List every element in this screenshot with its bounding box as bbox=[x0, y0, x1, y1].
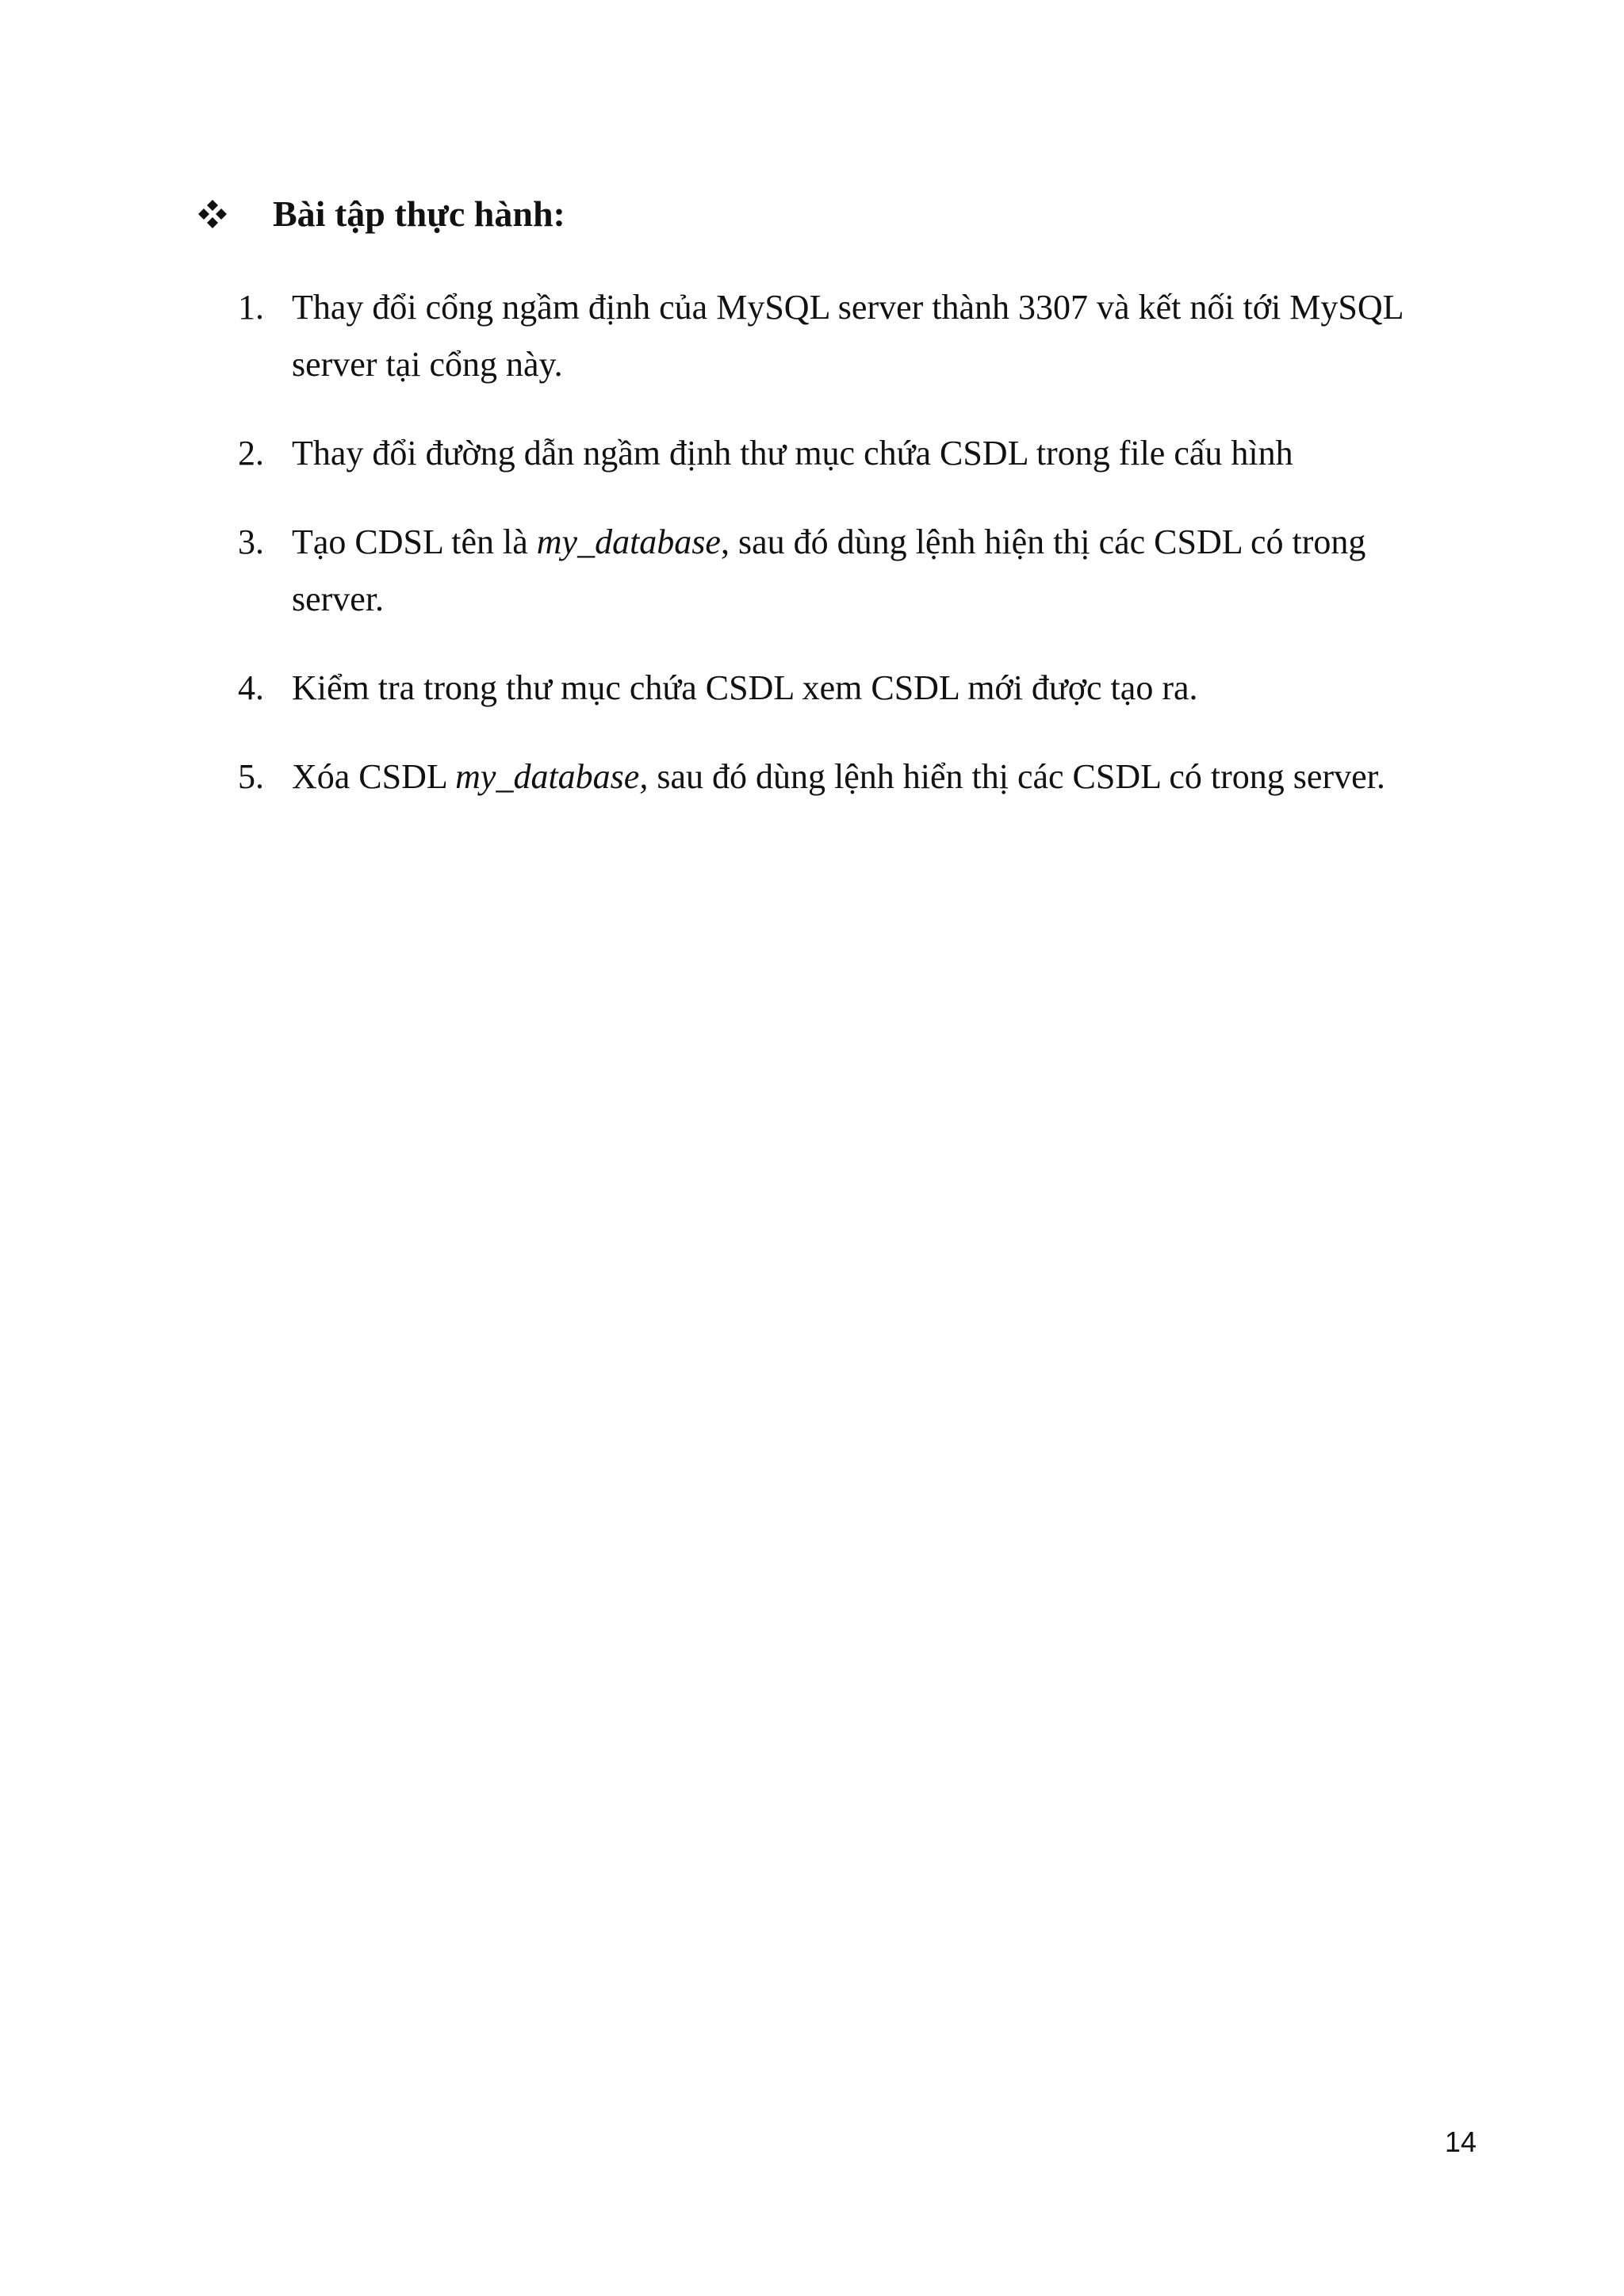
exercise-number: 4. bbox=[238, 668, 264, 707]
exercise-number: 5. bbox=[238, 757, 264, 796]
exercise-text-part: sau đó dùng lệnh hiển thị các CSDL có trong server. bbox=[648, 757, 1385, 796]
exercise-number: 3. bbox=[238, 522, 264, 561]
database-name-italic: my_database bbox=[536, 522, 721, 561]
exercise-item-4 bbox=[238, 660, 1459, 717]
exercise-number: 2. bbox=[238, 434, 264, 473]
exercise-text-part: , sau đó dùng lệnh hiện thị các CSDL có trong server. bbox=[292, 522, 1366, 618]
database-name-italic: my_database, bbox=[455, 757, 649, 796]
exercise-text-part: Kiểm tra trong thư mục chứa CSDL xem CSDL mới được tạo ra. bbox=[292, 668, 1198, 707]
four-diamond-bullet-icon bbox=[197, 198, 228, 230]
exercise-text-part: Tạo CDSL tên là bbox=[292, 522, 537, 561]
exercise-text bbox=[292, 514, 1459, 628]
exercise-item-5 bbox=[238, 748, 1459, 806]
exercise-text bbox=[292, 425, 1459, 482]
exercise-number: 1. bbox=[238, 288, 264, 327]
exercise-list bbox=[238, 279, 1459, 837]
exercise-text bbox=[292, 748, 1459, 806]
exercise-item-2 bbox=[238, 425, 1459, 482]
exercise-text-part: Xóa CSDL bbox=[292, 757, 456, 796]
section-heading-text: Bài tập thực hành: bbox=[273, 193, 565, 234]
exercise-item-3 bbox=[238, 514, 1459, 628]
exercise-text-part: Thay đổi cổng ngầm định của MySQL server thành 3307 và kết nối tới MySQL server tại cổng này. bbox=[292, 288, 1403, 384]
exercise-item-1 bbox=[238, 279, 1459, 393]
exercise-text bbox=[292, 660, 1459, 717]
exercise-text bbox=[292, 279, 1459, 393]
page-number: 14 bbox=[1444, 2126, 1477, 2158]
section-heading bbox=[197, 190, 565, 238]
exercise-text-part: Thay đổi đường dẫn ngầm định thư mục chứa CSDL trong file cấu hình bbox=[292, 434, 1293, 473]
